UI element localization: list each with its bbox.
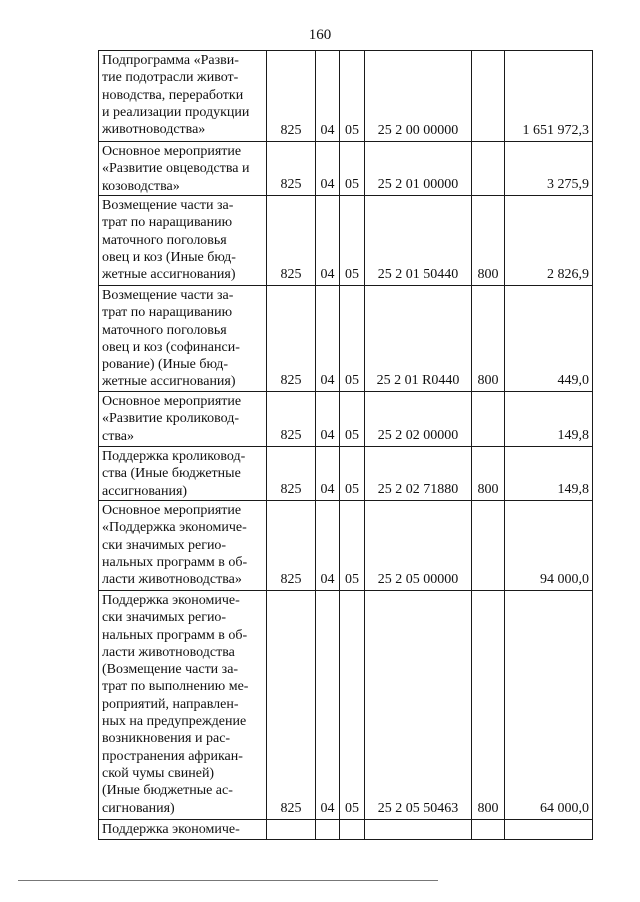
amount-cell: 94 000,0 [505, 501, 593, 591]
target-article-cell: 25 2 00 00000 [365, 51, 472, 142]
table-row [99, 286, 593, 392]
amount-cell: 149,8 [505, 447, 593, 501]
ministry-code-cell: 825 [267, 286, 316, 392]
subsection-code-cell: 05 [340, 51, 365, 142]
ministry-code-cell: 825 [267, 501, 316, 591]
subsection-code-cell: 05 [340, 447, 365, 501]
row-name-cell: Возмещение части за- трат по наращиванию маточного поголовья овец и коз (Иные бюд- жетные ассигнования) [99, 196, 267, 286]
amount-cell: 2 826,9 [505, 196, 593, 286]
target-article-cell: 25 2 01 50440 [365, 196, 472, 286]
expense-type-cell: 800 [472, 196, 505, 286]
expense-type-cell: 800 [472, 286, 505, 392]
subsection-code-cell: 05 [340, 392, 365, 447]
amount-cell [505, 820, 593, 840]
target-article-cell: 25 2 05 00000 [365, 501, 472, 591]
section-code-cell: 04 [316, 501, 340, 591]
target-article-cell: 25 2 02 00000 [365, 392, 472, 447]
scan-edge-line [18, 880, 438, 881]
subsection-code-cell: 05 [340, 286, 365, 392]
table-row [99, 51, 593, 142]
row-name-cell: Поддержка экономиче- [99, 820, 267, 840]
target-article-cell: 25 2 01 00000 [365, 142, 472, 196]
expense-type-cell: 800 [472, 591, 505, 820]
table-row [99, 820, 593, 840]
table-row [99, 392, 593, 447]
target-article-cell: 25 2 01 R0440 [365, 286, 472, 392]
ministry-code-cell: 825 [267, 51, 316, 142]
ministry-code-cell: 825 [267, 142, 316, 196]
section-code-cell: 04 [316, 142, 340, 196]
subsection-code-cell: 05 [340, 591, 365, 820]
row-name-cell: Поддержка экономиче- ски значимых регио- нальных программ в об- ласти животноводства (Возмещение части за- трат по выполнению ме- роприятий, направлен- ных на предупреждение возникновения и рас- пространения африкан- ской чумы свиней) (Иные бюджетные ас- сигнования) [99, 591, 267, 820]
expense-type-cell [472, 51, 505, 142]
table-row [99, 591, 593, 820]
row-name-cell: Основное мероприятие «Развитие кроликовод- ства» [99, 392, 267, 447]
section-code-cell: 04 [316, 196, 340, 286]
amount-cell: 64 000,0 [505, 591, 593, 820]
section-code-cell: 04 [316, 447, 340, 501]
table-row [99, 196, 593, 286]
expense-type-cell [472, 142, 505, 196]
subsection-code-cell: 05 [340, 142, 365, 196]
ministry-code-cell [267, 820, 316, 840]
amount-cell: 1 651 972,3 [505, 51, 593, 142]
ministry-code-cell: 825 [267, 196, 316, 286]
subsection-code-cell [340, 820, 365, 840]
row-name-cell: Поддержка кроликовод- ства (Иные бюджетные ассигнования) [99, 447, 267, 501]
budget-table [98, 50, 593, 840]
row-name-cell: Основное мероприятие «Развитие овцеводства и козоводства» [99, 142, 267, 196]
ministry-code-cell: 825 [267, 591, 316, 820]
table-row [99, 501, 593, 591]
section-code-cell: 04 [316, 392, 340, 447]
row-name-cell: Основное мероприятие «Поддержка экономиче- ски значимых регио- нальных программ в об- ласти животноводства» [99, 501, 267, 591]
target-article-cell [365, 820, 472, 840]
target-article-cell: 25 2 05 50463 [365, 591, 472, 820]
section-code-cell: 04 [316, 51, 340, 142]
table-row [99, 447, 593, 501]
expense-type-cell [472, 820, 505, 840]
amount-cell: 3 275,9 [505, 142, 593, 196]
section-code-cell: 04 [316, 286, 340, 392]
row-name-cell: Подпрограмма «Разви- тие подотрасли живот- новодства, переработки и реализации продукции животноводства» [99, 51, 267, 142]
subsection-code-cell: 05 [340, 501, 365, 591]
target-article-cell: 25 2 02 71880 [365, 447, 472, 501]
amount-cell: 449,0 [505, 286, 593, 392]
section-code-cell: 04 [316, 591, 340, 820]
amount-cell: 149,8 [505, 392, 593, 447]
subsection-code-cell: 05 [340, 196, 365, 286]
expense-type-cell [472, 392, 505, 447]
expense-type-cell: 800 [472, 447, 505, 501]
page-number: 160 [308, 27, 332, 43]
table-row [99, 142, 593, 196]
ministry-code-cell: 825 [267, 447, 316, 501]
row-name-cell: Возмещение части за- трат по наращиванию маточного поголовья овец и коз (софинанси- рование) (Иные бюд- жетные ассигнования) [99, 286, 267, 392]
expense-type-cell [472, 501, 505, 591]
ministry-code-cell: 825 [267, 392, 316, 447]
section-code-cell [316, 820, 340, 840]
